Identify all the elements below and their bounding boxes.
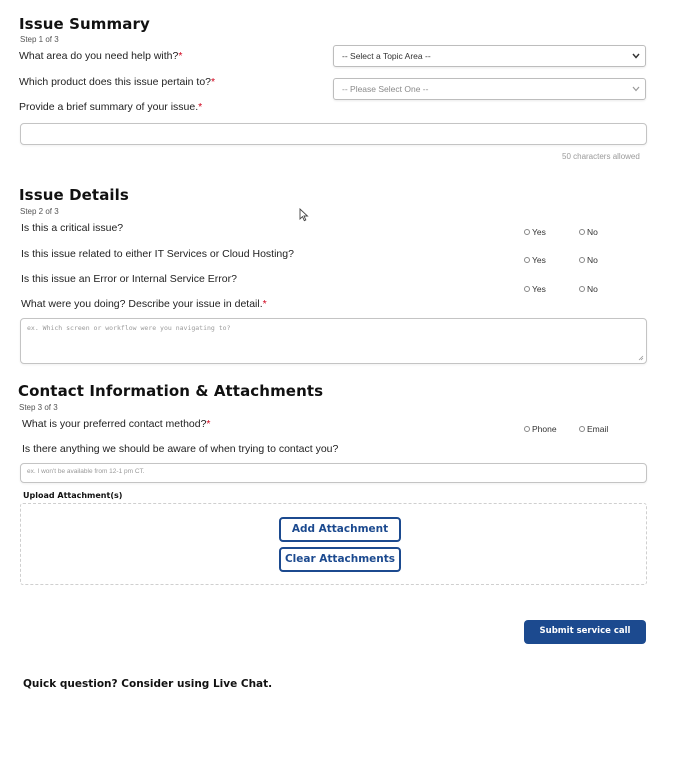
required-mark: * <box>178 50 183 62</box>
contact-phone-radio[interactable] <box>524 424 557 434</box>
radio-circle-icon <box>579 257 585 263</box>
critical-question: Is this a critical issue? <box>21 222 124 234</box>
mouse-cursor-icon <box>299 208 309 222</box>
contact-method-question-text: What is your preferred contact method? <box>22 418 207 430</box>
topic-area-select-value: -- Select a Topic Area -- <box>342 51 431 61</box>
summary-question <box>19 101 202 113</box>
radio-circle-icon <box>524 426 530 432</box>
required-mark: * <box>206 418 211 430</box>
radio-label: Email <box>587 424 609 434</box>
radio-circle-icon <box>524 229 530 235</box>
live-chat-prompt: Quick question? Consider using Live Chat. <box>23 678 273 690</box>
product-question <box>19 76 215 88</box>
add-attachment-button[interactable]: Add Attachment <box>279 517 401 542</box>
detail-question-text: What were you doing? Describe your issue in detail. <box>21 298 263 310</box>
chevron-down-icon <box>632 86 640 92</box>
error-no-radio[interactable] <box>579 284 598 294</box>
radio-circle-icon <box>579 286 585 292</box>
it-services-question: Is this issue related to either IT Services or Cloud Hosting? <box>21 248 294 260</box>
radio-label: Yes <box>532 284 546 294</box>
summary-question-text: Provide a brief summary of your issue. <box>19 101 199 113</box>
detail-placeholder: ex. Which screen or workflow were you navigating to? <box>27 324 231 332</box>
radio-circle-icon <box>524 286 530 292</box>
radio-circle-icon <box>579 426 585 432</box>
chevron-down-icon <box>632 53 640 59</box>
required-mark: * <box>198 101 203 113</box>
aware-placeholder: ex. I won't be available from 12-1 pm CT. <box>27 468 145 475</box>
error-question: Is this issue an Error or Internal Service Error? <box>21 273 237 285</box>
area-question-text: What area do you need help with? <box>19 50 179 62</box>
radio-label: No <box>587 227 598 237</box>
radio-label: Yes <box>532 227 546 237</box>
step-1-indicator: Step 1 of 3 <box>20 35 59 44</box>
radio-label: No <box>587 284 598 294</box>
radio-circle-icon <box>579 229 585 235</box>
radio-circle-icon <box>524 257 530 263</box>
required-mark: * <box>211 76 216 88</box>
clear-attachments-button[interactable]: Clear Attachments <box>279 547 401 572</box>
radio-label: Phone <box>532 424 557 434</box>
contact-method-question <box>22 418 211 430</box>
submit-service-call-button[interactable]: Submit service call <box>524 620 646 644</box>
critical-yes-radio[interactable] <box>524 227 546 237</box>
issue-details-heading: Issue Details <box>19 186 129 204</box>
contact-heading: Contact Information & Attachments <box>18 382 324 400</box>
resize-handle-icon[interactable] <box>638 355 644 361</box>
attachment-dropzone[interactable] <box>20 503 647 585</box>
product-select-value: -- Please Select One -- <box>342 84 429 94</box>
summary-input[interactable] <box>20 123 647 145</box>
product-select[interactable] <box>333 78 646 100</box>
aware-question: Is there anything we should be aware of when trying to contact you? <box>22 443 339 455</box>
char-limit-note: 50 characters allowed <box>562 152 640 161</box>
step-3-indicator: Step 3 of 3 <box>19 403 58 412</box>
radio-label: No <box>587 255 598 265</box>
issue-summary-heading: Issue Summary <box>19 15 150 33</box>
it-services-yes-radio[interactable] <box>524 255 546 265</box>
step-2-indicator: Step 2 of 3 <box>20 207 59 216</box>
upload-label: Upload Attachment(s) <box>23 491 123 500</box>
error-yes-radio[interactable] <box>524 284 546 294</box>
radio-label: Yes <box>532 255 546 265</box>
area-question <box>19 50 182 62</box>
detail-textarea[interactable] <box>20 318 647 364</box>
it-services-no-radio[interactable] <box>579 255 598 265</box>
required-mark: * <box>262 298 267 310</box>
contact-email-radio[interactable] <box>579 424 608 434</box>
aware-input[interactable] <box>20 463 647 483</box>
detail-question <box>21 298 267 310</box>
product-question-text: Which product does this issue pertain to? <box>19 76 212 88</box>
topic-area-select[interactable] <box>333 45 646 67</box>
critical-no-radio[interactable] <box>579 227 598 237</box>
